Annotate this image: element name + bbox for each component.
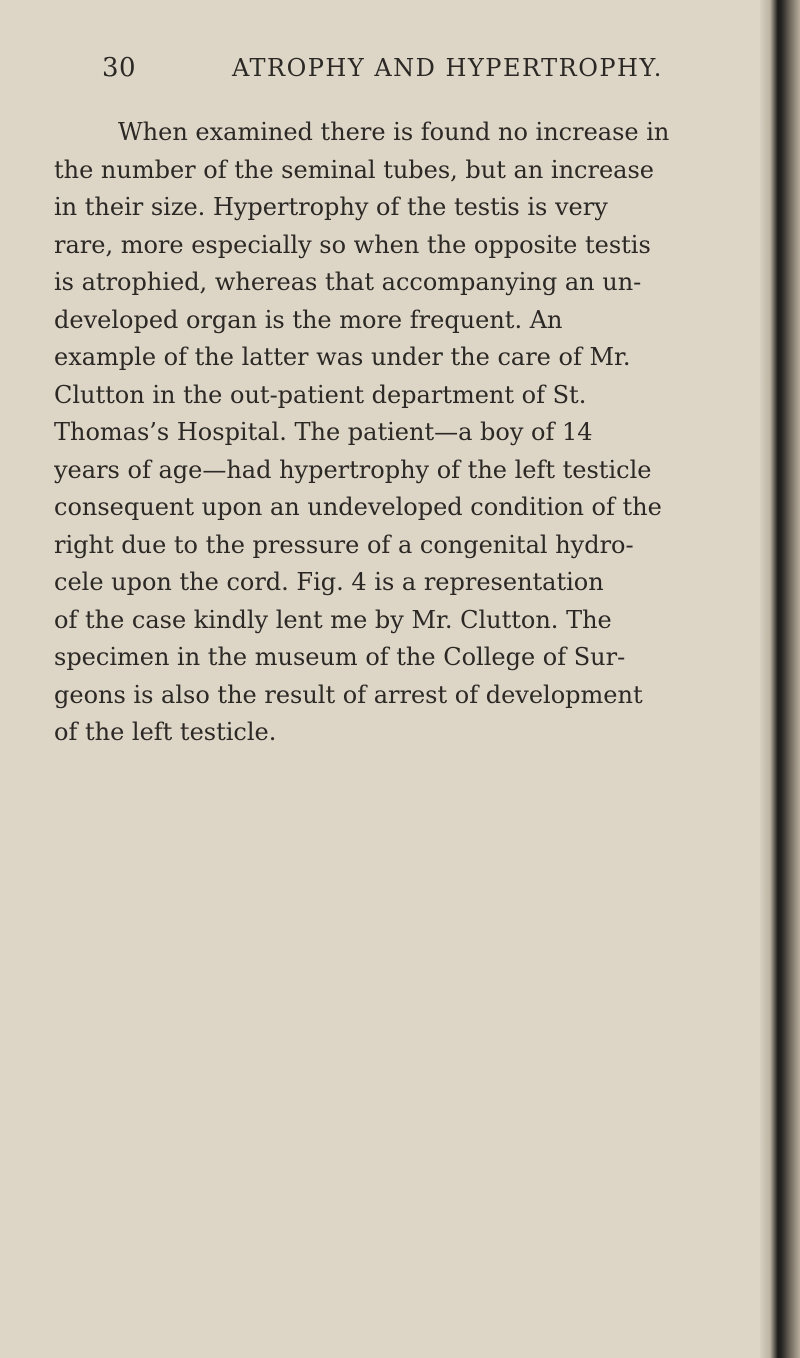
text-line: When examined there is found no increase in <box>118 118 670 146</box>
text-line: geons is also the result of arrest of development <box>54 680 643 709</box>
text-line: years of age—had hypertrophy of the left testicle <box>54 455 652 484</box>
text-line: cele upon the cord. Fig. 4 is a representation <box>54 568 604 596</box>
page-header <box>102 48 752 88</box>
page-gutter-edge <box>760 0 800 1358</box>
text-line: in their size. Hypertrophy of the testis is very <box>54 193 608 221</box>
text-line: rare, more especially so when the opposite testis <box>54 230 651 259</box>
text-line: example of the latter was under the care of Mr. <box>54 343 631 371</box>
page-number: 30 <box>102 53 137 83</box>
text-line: specimen in the museum of the College of Sur- <box>54 643 626 671</box>
text-line: is atrophied, whereas that accompanying an un- <box>54 268 642 296</box>
text-line: the number of the seminal tubes, but an increase <box>54 155 654 184</box>
text-line: right due to the pressure of a congenital hydro- <box>54 530 634 559</box>
text-line: developed organ is the more frequent. An <box>54 305 563 334</box>
body-paragraph <box>54 114 762 752</box>
text-line: of the case kindly lent me by Mr. Clutton. The <box>54 605 612 634</box>
running-head: ATROPHY AND HYPERTROPHY. <box>232 54 663 82</box>
text-line: of the left testicle. <box>54 718 277 746</box>
text-line: Clutton in the out-patient department of St. <box>54 380 587 409</box>
text-line: Thomas’s Hospital. The patient—a boy of 14 <box>54 418 593 446</box>
text-line: consequent upon an undeveloped condition of the <box>54 493 662 521</box>
